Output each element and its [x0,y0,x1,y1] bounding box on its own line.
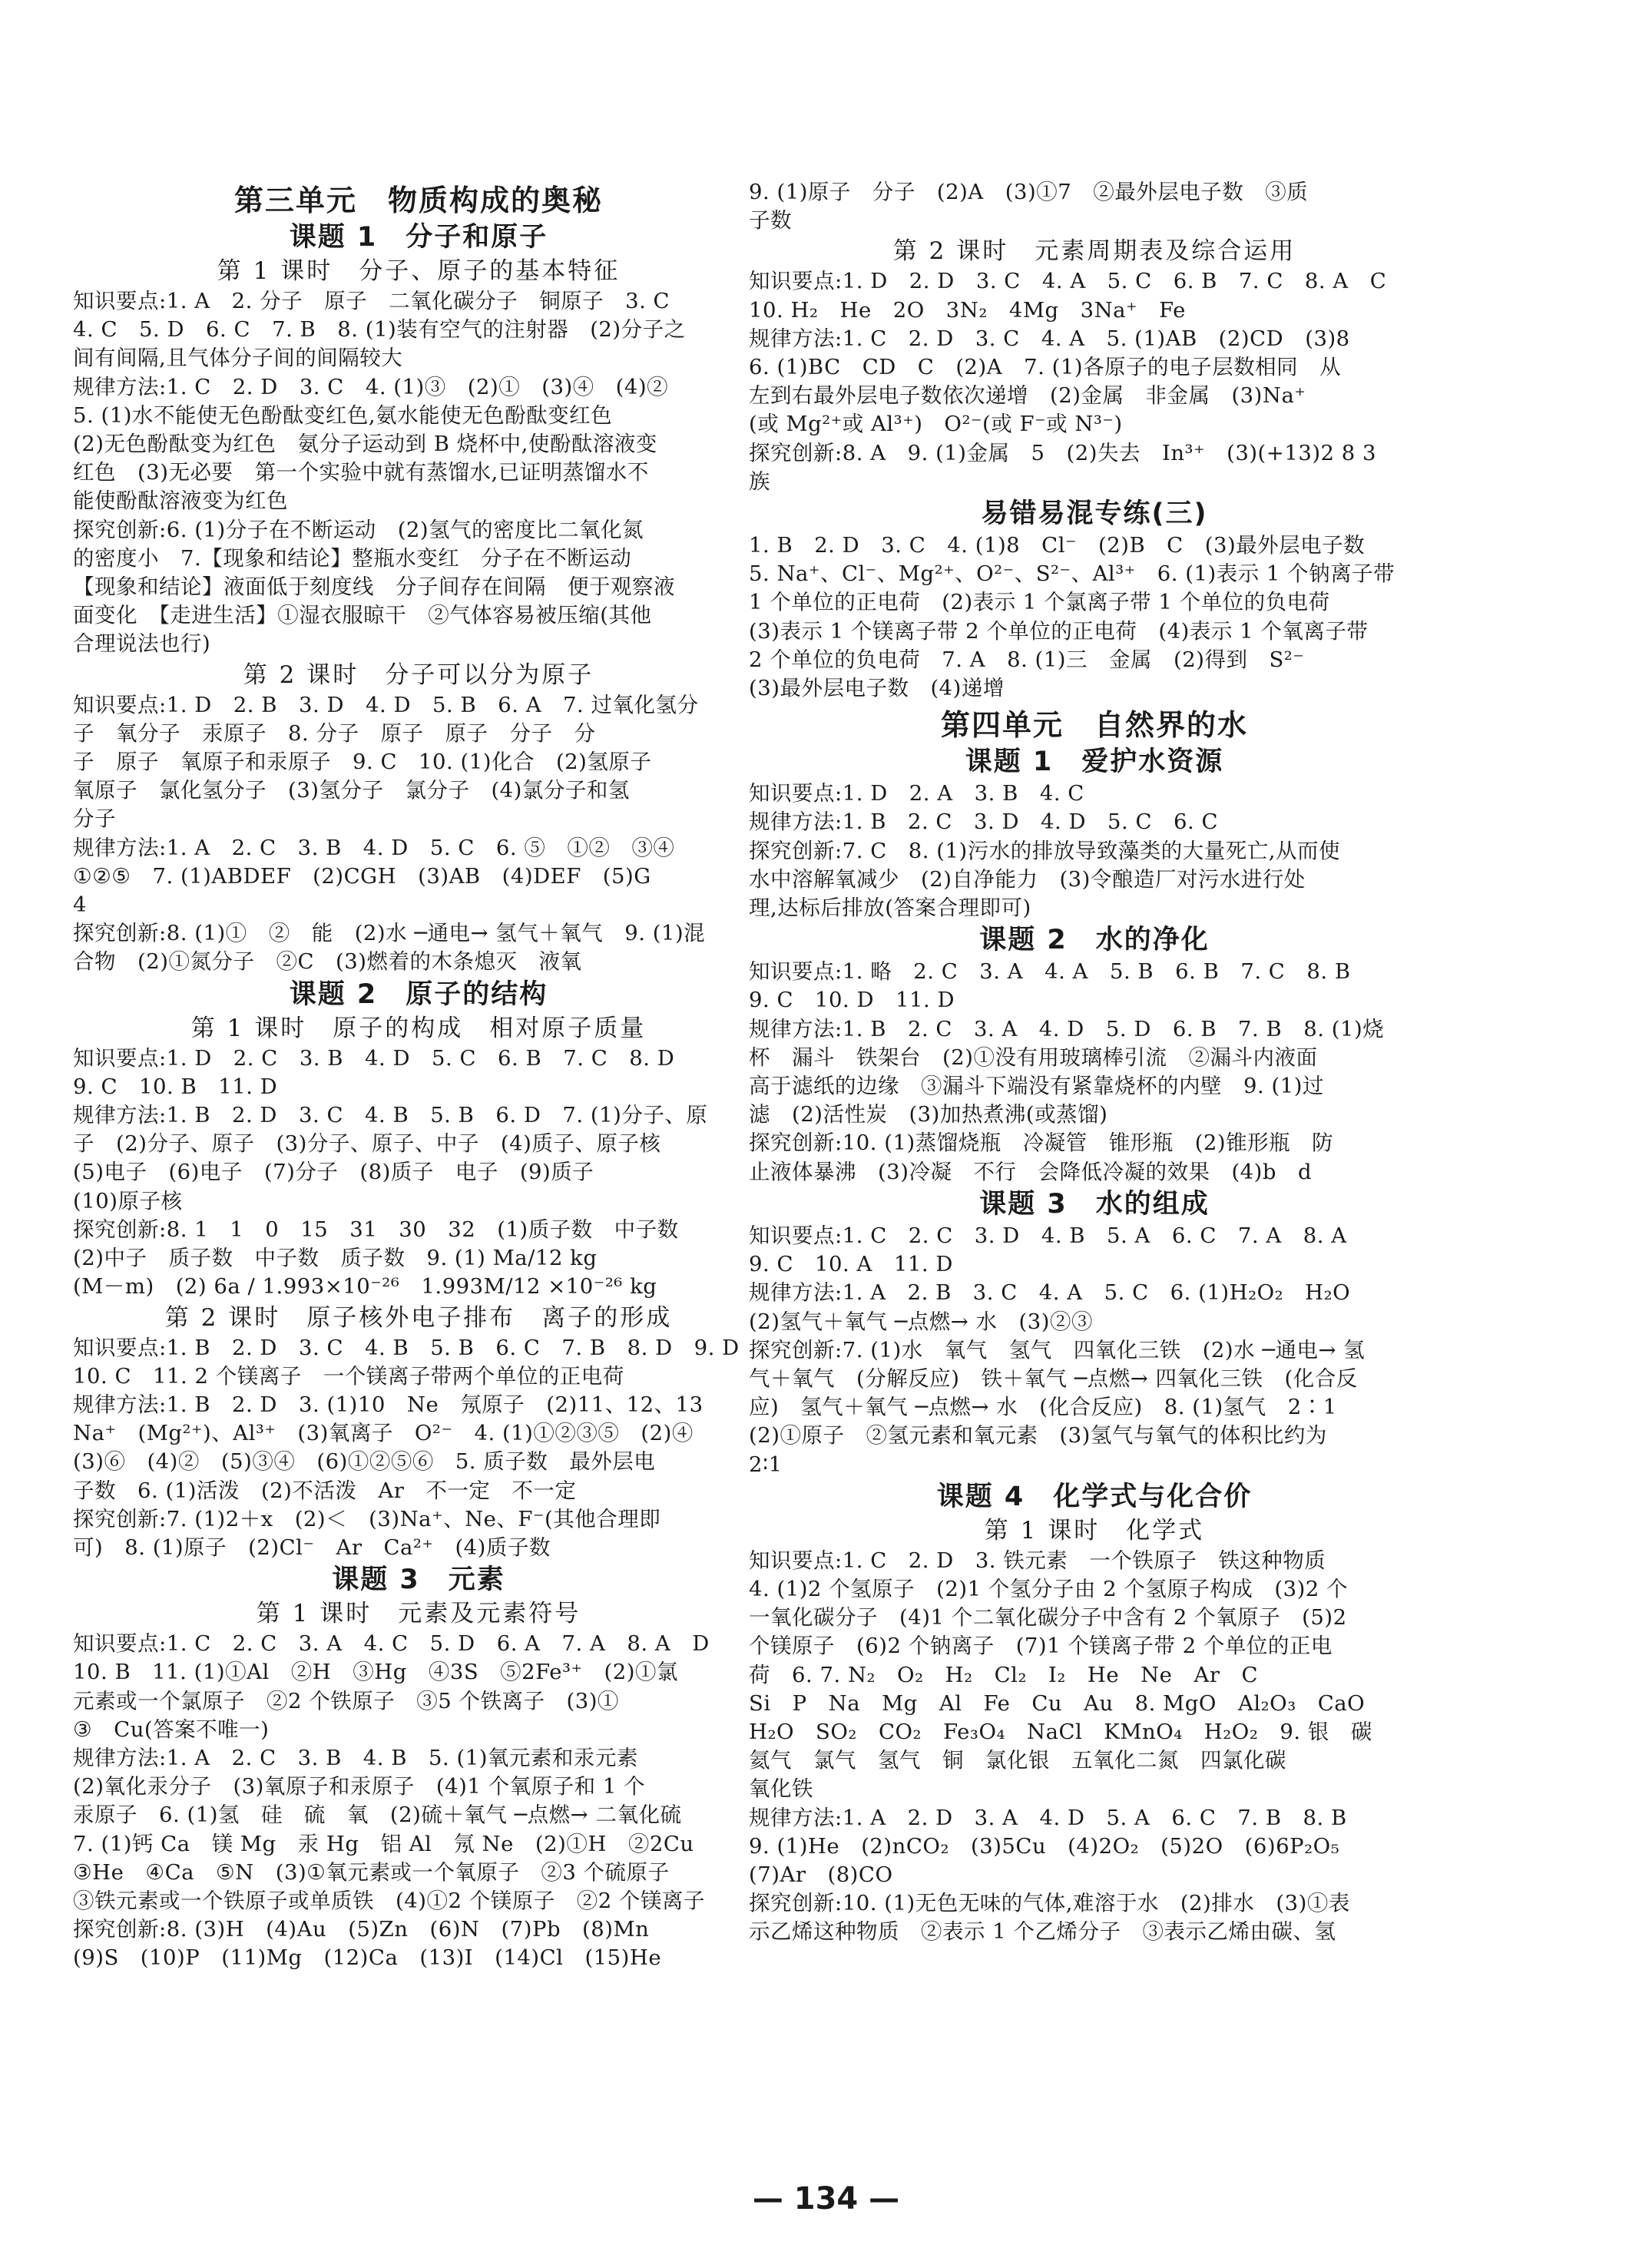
answer-line: 知识要点:1. D 2. C 3. B 4. D 5. C 6. B 7. C 8. D [73,1045,675,1071]
answer-line: 5. (1)水不能使无色酚酞变红色,氨水能使无色酚酞变红色 [73,402,613,428]
answer-block [749,958,1440,1187]
answer-line: 子数 [749,208,792,233]
lesson-title: 第 1 课时 元素及元素符号 [256,1600,581,1628]
answer-line: 知识要点:1. C 2. D 3. 铁元素 一个铁原子 铁这种物质 [749,1548,1326,1573]
lesson-title: 第 2 课时 分子可以分为原子 [243,660,594,689]
unit-title: 第三单元 物质构成的奥秘 [233,184,603,217]
answer-line: 合理说法也行) [73,631,211,657]
answer-line: 族 [749,468,770,494]
answer-line: 7. (1)钙 Ca 镁 Mg 汞 Hg 铝 Al 氖 Ne (2)①H ②2Cu [73,1831,694,1856]
answer-line: 探究创新:10. (1)蒸馏烧瓶 冷凝管 锥形瓶 (2)锥形瓶 防 [749,1131,1334,1156]
answer-line: 合物 (2)①氮分子 ②C (3)燃着的木条熄灭 液氧 [73,949,582,975]
answer-line: 规律方法:1. A 2. D 3. A 4. D 5. A 6. C 7. B 8. B [749,1805,1347,1830]
answer-line: 10. B 11. (1)①Al ②H ③Hg ④3S ⑤2Fe³⁺ (2)①氯 [73,1660,679,1685]
answer-line: 示乙烯这种物质 ②表示 1 个乙烯分子 ③表示乙烯由碳、氢 [749,1919,1336,1945]
answer-line: (3)最外层电子数 (4)递增 [749,676,1005,701]
page-number: — 134 — [752,2181,900,2217]
answer-line: 能使酚酞溶液变为红色 [73,488,288,514]
answer-line: 5. Na⁺、Cl⁻、Mg²⁺、O²⁻、S²⁻、Al³⁺ 6. (1)表示 1 个钠离子带 [749,561,1395,587]
answer-block [73,1630,764,1972]
answer-line: 红色 (3)无必要 第一个实验中就有蒸馏水,已证明蒸馏水不 [73,460,649,485]
answer-block [73,287,764,659]
answer-line: 分子 [73,806,116,832]
topic-title: 课题 1 分子和原子 [289,222,548,253]
answer-line: (或 Mg²⁺或 Al³⁺) O²⁻(或 F⁻或 N³⁻) [749,412,1123,437]
answer-block [73,1045,764,1302]
answer-block [749,1222,1440,1479]
answer-line: 4 [73,892,87,918]
answer-line: (7)Ar (8)CO [749,1862,893,1887]
answer-line: 规律方法:1. A 2. C 3. B 4. B 5. (1)氧元素和汞元素 [73,1745,638,1770]
answer-line: 个镁原子 (6)2 个钠离子 (7)1 个镁离子带 2 个单位的正电 [749,1634,1333,1659]
answer-line: 9. C 10. B 11. D [73,1074,278,1099]
topic-title: 课题 3 水的组成 [979,1188,1210,1220]
answer-line: 规律方法:1. C 2. D 3. C 4. (1)③ (2)① (3)④ (4)② [73,374,669,399]
answer-line: 探究创新:8. (3)H (4)Au (5)Zn (6)N (7)Pb (8)Mn [73,1917,650,1942]
answer-line: 1. B 2. D 3. C 4. (1)8 Cl⁻ (2)B C (3)最外层电子数 [749,533,1366,558]
answer-line: 气＋氧气 (分解反应) 铁＋氧气 ─点燃→ 四氧化三铁 (化合反 [749,1366,1358,1391]
answer-line: 规律方法:1. B 2. C 3. A 4. D 5. D 6. B 7. B 8. (1)烧 [749,1016,1385,1041]
answer-line: 氧原子 氯化氢分子 (3)氢分子 氯分子 (4)氯分子和氢 [73,778,630,803]
answer-line: 探究创新:6. (1)分子在不断运动 (2)氢气的密度比二氧化氮 [73,517,644,542]
answer-line: 规律方法:1. C 2. D 3. C 4. A 5. (1)AB (2)CD (3)8 [749,326,1350,351]
answer-line: 知识要点:1. C 2. C 3. A 4. C 5. D 6. A 7. A 8. A D [73,1631,710,1657]
answer-line: (2)氧化汞分子 (3)氧原子和汞原子 (4)1 个氧原子和 1 个 [73,1774,646,1799]
answer-line: 知识要点:1. B 2. D 3. C 4. B 5. B 6. C 7. B 8. D 9. D [73,1335,740,1360]
answer-line: 规律方法:1. A 2. B 3. C 4. A 5. C 6. (1)H₂O₂ H₂O [749,1280,1351,1306]
answer-line: 子 氧分子 汞原子 8. 分子 原子 原子 分子 分 [73,720,596,746]
answer-line: 面变化 【走进生活】①湿衣服晾干 ②气体容易被压缩(其他 [73,603,652,628]
lesson-title: 第 1 课时 原子的构成 相对原子质量 [190,1014,647,1042]
answer-line: 氦气 氯气 氢气 铜 氯化银 五氧化二氮 四氯化碳 [749,1748,1286,1773]
left-column [73,178,764,1973]
answer-block [749,531,1440,703]
answer-line: 的密度小 7.【现象和结论】整瓶水变红 分子在不断运动 [73,545,632,571]
answer-line: 规律方法:1. A 2. C 3. B 4. D 5. C 6. ⑤ ①② ③④ [73,835,675,860]
lesson-title: 第 2 课时 元素周期表及综合运用 [892,237,1296,266]
answer-line: Si P Na Mg Al Fe Cu Au 8. MgO Al₂O₃ CaO [749,1690,1366,1716]
answer-line: 汞原子 6. (1)氢 硅 硫 氧 (2)硫＋氧气 ─点燃→ 二氧化硫 [73,1803,682,1828]
lesson-title: 第 1 课时 化学式 [984,1516,1205,1544]
answer-block [749,267,1440,496]
answer-line: 知识要点:1. A 2. 分子 原子 二氧化碳分子 铜原子 3. C [73,289,670,313]
answer-line: 氧化铁 [749,1776,813,1802]
answer-line: 【现象和结论】液面低于刻度线 分子间存在间隔 便于观察液 [73,574,675,600]
answer-line: Na⁺ (Mg²⁺)、Al³⁺ (3)氧离子 O²⁻ 4. (1)①②③⑤ (2)④ [73,1421,694,1446]
answer-line: 知识要点:1. D 2. A 3. B 4. C [749,781,1084,806]
answer-line: 荷 6. 7. N₂ O₂ H₂ Cl₂ I₂ He Ne Ar C [749,1662,1259,1687]
answer-line: 2∶1 [749,1452,783,1477]
answer-line: 4. (1)2 个氢原子 (2)1 个氢分子由 2 个氢原子构成 (3)2 个 [749,1576,1349,1601]
topic-title: 课题 2 原子的结构 [289,978,548,1010]
answer-line: 9. C 10. D 11. D [749,988,955,1013]
answer-line: 2 个单位的负电荷 7. A 8. (1)三 金属 (2)得到 S²⁻ [749,647,1305,672]
answer-line: (3)⑥ (4)② (5)③④ (6)①②⑤⑥ 5. 质子数 最外层电 [73,1449,656,1475]
answer-line: 规律方法:1. B 2. C 3. D 4. D 5. C 6. C [749,809,1219,835]
answer-line: (2)①原子 ②氢元素和氧元素 (3)氢气与氧气的体积比约为 [749,1423,1327,1448]
answer-line: 左到右最外层电子数依次递增 (2)金属 非金属 (3)Na⁺ [749,383,1306,409]
answer-line: (3)表示 1 个镁离子带 2 个单位的正电荷 (4)表示 1 个氧离子带 [749,618,1369,644]
answer-line: 滤 (2)活性炭 (3)加热煮沸(或蒸馏) [749,1102,1108,1127]
topic-title: 课题 3 元素 [332,1564,505,1596]
answer-line: (5)电子 (6)电子 (7)分子 (8)质子 电子 (9)质子 [73,1160,594,1185]
right-column [749,178,1440,1947]
answer-line: 探究创新:8. 1 1 0 15 31 30 32 (1)质子数 中子数 [73,1217,679,1242]
answer-line: (2)中子 质子数 中子数 质子数 9. (1) Ma/12 kg [73,1246,598,1271]
answer-line: 9. (1)原子 分子 (2)A (3)①7 ②最外层电子数 ③质 [749,180,1309,204]
answer-line: 高于滤纸的边缘 ③漏斗下端没有紧靠烧杯的内壁 9. (1)过 [749,1074,1324,1099]
answer-line: 知识要点:1. D 2. D 3. C 4. A 5. C 6. B 7. C 8. A C [749,269,1387,294]
answer-line: (2)无色酚酞变为红色 氨分子运动到 B 烧杯中,使酚酞溶液变 [73,432,657,457]
answer-line: 可) 8. (1)原子 (2)Cl⁻ Ar Ca²⁺ (4)质子数 [73,1535,551,1560]
answer-line: 应) 氢气＋氧气 ─点燃→ 水 (化合反应) 8. (1)氢气 2∶1 [749,1395,1337,1420]
answer-line: (10)原子核 [73,1188,183,1213]
answer-line: H₂O SO₂ CO₂ Fe₃O₄ NaCl KMnO₄ H₂O₂ 9. 银 碳 [749,1719,1372,1744]
answer-line: 知识要点:1. C 2. C 3. D 4. B 5. A 6. C 7. A 8. A [749,1223,1347,1248]
answer-line: 探究创新:8. A 9. (1)金属 5 (2)失去 In³⁺ (3)(+13)2 8 3 [749,440,1377,465]
answer-block [73,691,764,977]
answer-line: ③He ④Ca ⑤N (3)①氧元素或一个氧原子 ②3 个硫原子 [73,1859,670,1885]
answer-block [749,178,1440,235]
answer-line: ③ Cu(答案不唯一) [73,1717,270,1742]
lesson-title: 第 1 课时 分子、原子的基本特征 [217,257,621,285]
answer-line: 10. H₂ He 2O 3N₂ 4Mg 3Na⁺ Fe [749,297,1186,323]
answer-line: 探究创新:8. (1)① ② 能 (2)水 ─通电→ 氢气＋氧气 9. (1)混 [73,921,706,946]
unit-title: 第四单元 自然界的水 [940,708,1248,743]
answer-line: (M－m) (2) 6a / 1.993×10⁻²⁶ 1.993M/12 ×10⁻²⁶ kg [73,1274,657,1299]
answer-line: 止液体暴沸 (3)冷凝 不行 会降低冷凝的效果 (4)b d [749,1159,1313,1184]
answer-line: 10. C 11. 2 个镁离子 一个镁离子带两个单位的正电荷 [73,1363,624,1389]
answer-line: 探究创新:7. (1)水 氧气 氢气 四氧化三铁 (2)水 ─通电→ 氢 [749,1337,1366,1362]
topic-title: 课题 1 爱护水资源 [965,747,1224,778]
answer-line: 水中溶解氧减少 (2)自净能力 (3)令酿造厂对污水进行处 [749,866,1306,892]
answer-line: 探究创新:7. C 8. (1)污水的排放导致藻类的大量死亡,从而使 [749,838,1340,863]
answer-line: 知识要点:1. 略 2. C 3. A 4. A 5. B 6. B 7. C 8. B [749,959,1351,985]
answer-block [749,1547,1440,1947]
answer-line: (9)S (10)P (11)Mg (12)Ca (13)I (14)Cl (15)He [73,1945,662,1971]
answer-line: 元素或一个氯原子 ②2 个铁原子 ③5 个铁离子 (3)① [73,1688,619,1713]
answer-line: 理,达标后排放(答案合理即可) [749,896,1031,921]
topic-title: 课题 2 水的净化 [979,925,1210,956]
answer-line: ③铁元素或一个铁原子或单质铁 (4)①2 个镁原子 ②2 个镁离子 [73,1888,705,1913]
answer-line: 子数 6. (1)活泼 (2)不活泼 Ar 不一定 不一定 [73,1478,577,1503]
answer-line: 规律方法:1. B 2. D 3. C 4. B 5. B 6. D 7. (1)分子、原 [73,1103,708,1128]
answer-line: 6. (1)BC CD C (2)A 7. (1)各原子的电子层数相同 从 [749,355,1342,380]
answer-line: 知识要点:1. D 2. B 3. D 4. D 5. B 6. A 7. 过氧化氢分 [73,692,699,717]
answer-line: 探究创新:7. (1)2＋x (2)＜ (3)Na⁺、Ne、F⁻(其他合理即 [73,1506,661,1531]
answer-line: 9. (1)He (2)nCO₂ (3)5Cu (4)2O₂ (5)2O (6)6P₂O₅ [749,1833,1340,1859]
lesson-title: 第 2 课时 原子核外电子排布 离子的形成 [164,1303,673,1332]
answer-block [73,1334,764,1563]
answer-line: 子 原子 氧原子和汞原子 9. C 10. (1)化合 (2)氢原子 [73,750,652,775]
answer-line: ①②⑤ 7. (1)ABDEF (2)CGH (3)AB (4)DEF (5)G [73,863,651,889]
answer-line: (2)氢气＋氧气 ─点燃→ 水 (3)②③ [749,1309,1093,1334]
answer-line: 探究创新:10. (1)无色无味的气体,难溶于水 (2)排水 (3)①表 [749,1891,1350,1916]
topic-title: 课题 4 化学式与化合价 [936,1481,1253,1512]
answer-line: 4. C 5. D 6. C 7. B 8. (1)装有空气的注射器 (2)分子之 [73,317,686,343]
answer-line: 子 (2)分子、原子 (3)分子、原子、中子 (4)质子、原子核 [73,1131,661,1157]
answer-line: 9. C 10. A 11. D [749,1252,953,1277]
answer-line: 间有间隔,且气体分子间的间隔较大 [73,346,403,371]
answer-line: 1 个单位的正电荷 (2)表示 1 个氯离子带 1 个单位的负电荷 [749,590,1330,615]
answer-line: 规律方法:1. B 2. D 3. (1)10 Ne 氖原子 (2)11、12、13 [73,1392,704,1417]
review-title: 易错易混专练(三) [981,498,1208,530]
answer-line: 杯 漏斗 铁架台 (2)①没有用玻璃棒引流 ②漏斗内液面 [749,1045,1318,1070]
answer-line: 一氧化碳分子 (4)1 个二氧化碳分子中含有 2 个氧原子 (5)2 [749,1605,1347,1631]
answer-block [749,780,1440,922]
